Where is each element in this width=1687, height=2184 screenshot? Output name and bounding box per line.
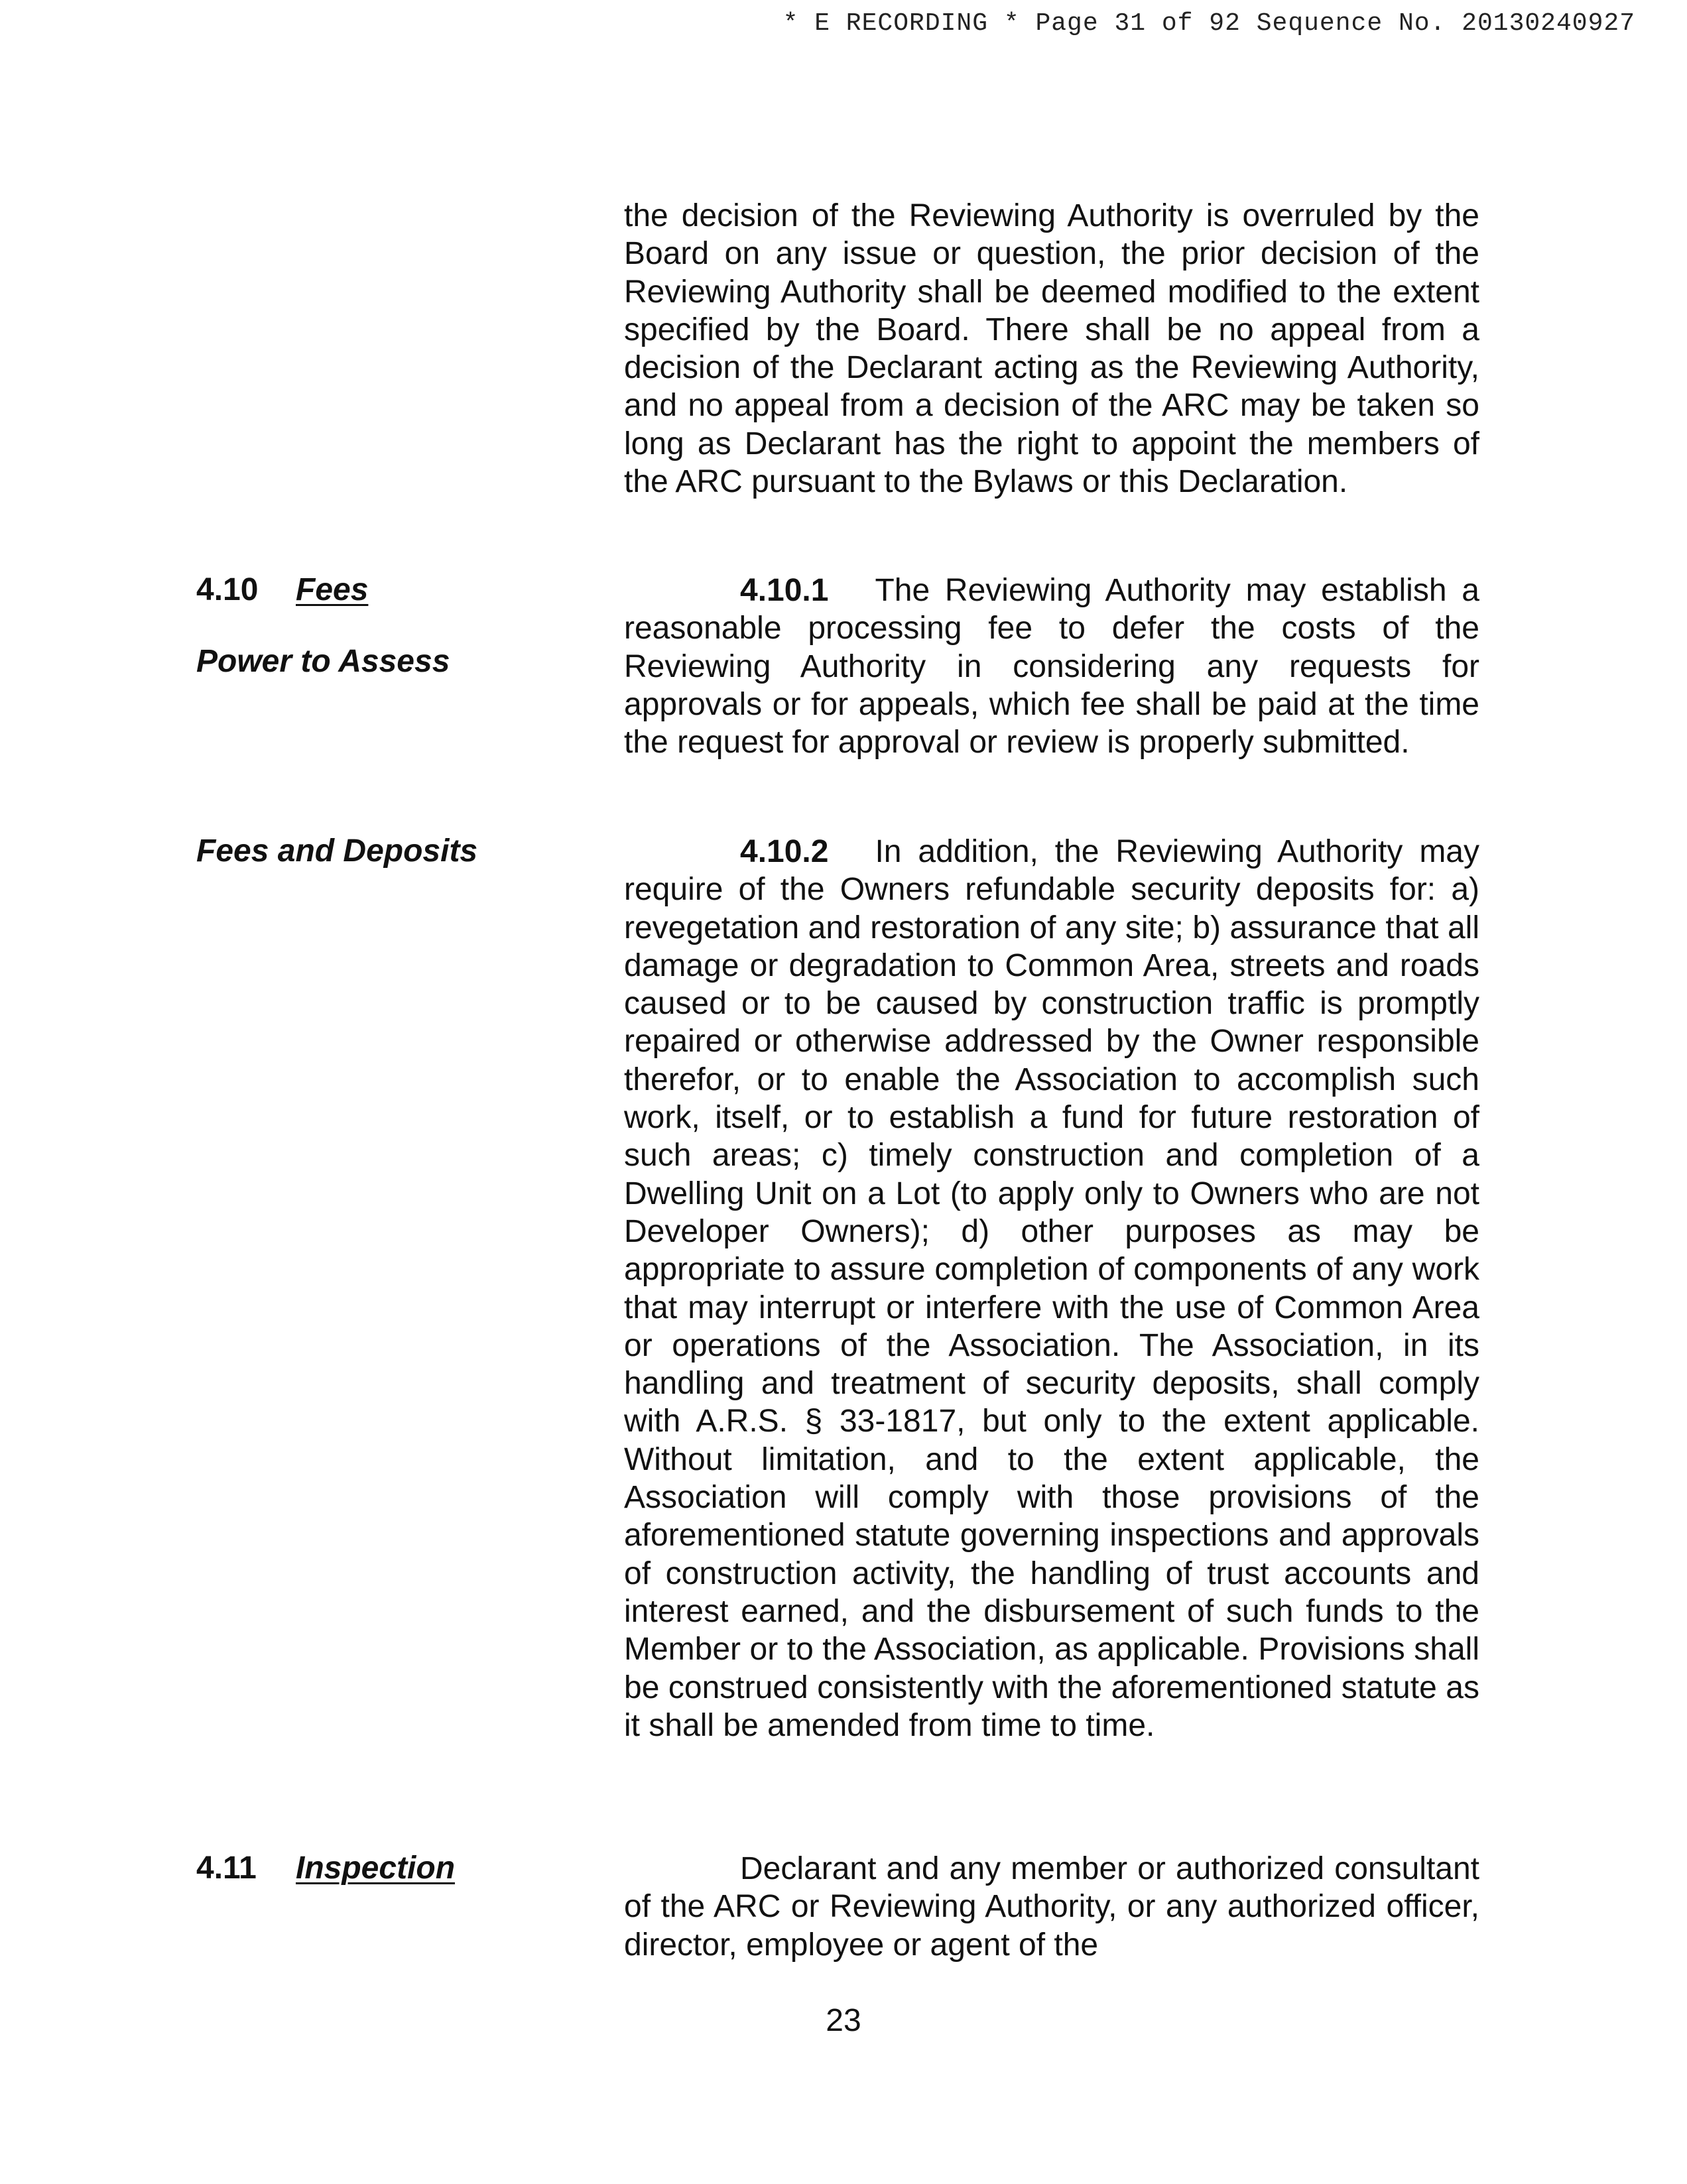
section-4-11-number: 4.11 [196, 1850, 257, 1886]
section-4-10-heading [196, 572, 368, 608]
subheading-power-to-assess: Power to Assess [196, 644, 450, 679]
paragraph-4-10-2-number: 4.10.2 [740, 834, 829, 869]
paragraph-4-10-2 [624, 833, 1479, 1744]
subheading-fees-and-deposits: Fees and Deposits [196, 833, 478, 869]
paragraph-4-10-1-number: 4.10.1 [740, 573, 829, 608]
section-4-10-title: Fees [296, 572, 369, 607]
section-4-11-heading [196, 1850, 455, 1886]
section-4-10-number: 4.10 [196, 572, 259, 607]
paragraph-4-11: Declarant and any member or authorized consultant of the ARC or Reviewing Authority, or any authorized officer, director, employee or agent of the [624, 1851, 1479, 1963]
recording-header: * E RECORDING * Page 31 of 92 Sequence No. 20130240927 [782, 9, 1635, 38]
paragraph-4-10-1 [624, 572, 1479, 761]
paragraph-4-10-2-text: In addition, the Reviewing Authority may require of the Owners refundable security deposits for: a) revegetation and restoration of any site; b) assurance that all damage or degradation to Common Area, streets and roads caused or to be caused by construction traffic is promptly repaired or otherwise addressed by the Owner responsible therefor, or to enable the Association to accomplish such work, itself, or to establish a fund for future restoration of such areas; c) timely construction and completion of a Dwelling Unit on a Lot (to apply only to Owners who are not Developer Owners); d) other purposes as may be appropriate to assure completion of components of any work that may interrupt or interfere with the use of Common Area or operations of the Association. The Association, in its handling and treatment of security deposits, shall comply with A.R.S. § 33-1817, but only to the extent applicable. Without limitation, and to the extent applicable, the Association will comply with those provisions of the aforementioned statute governing inspections and approvals of construction activity, the handling of trust accounts and interest earned, and the disbursement of such funds to the Member or to the Association, as applicable. Provisions shall be construed consistently with the aforementioned statute as it shall be amended from time to time. [624, 834, 1479, 1743]
paragraph-4-10-1-text: The Reviewing Authority may establish a reasonable processing fee to defer the costs of the Reviewing Authority in considering any requests for approvals or for appeals, which fee shall be paid at the time the request for approval or review is properly submitted. [624, 573, 1479, 760]
continuation-paragraph: the decision of the Reviewing Authority is overruled by the Board on any issue or question, the prior decision of the Reviewing Authority shall be deemed modified to the extent specified by the Board. There shall be no appeal from a decision of the Declarant acting as the Reviewing Authority, and no appeal from a decision of the ARC may be taken so long as Declarant has the right to appoint the members of the ARC pursuant to the Bylaws or this Declaration. [624, 198, 1479, 500]
page-number: 23 [826, 2003, 861, 2038]
section-4-11-title: Inspection [296, 1850, 456, 1886]
